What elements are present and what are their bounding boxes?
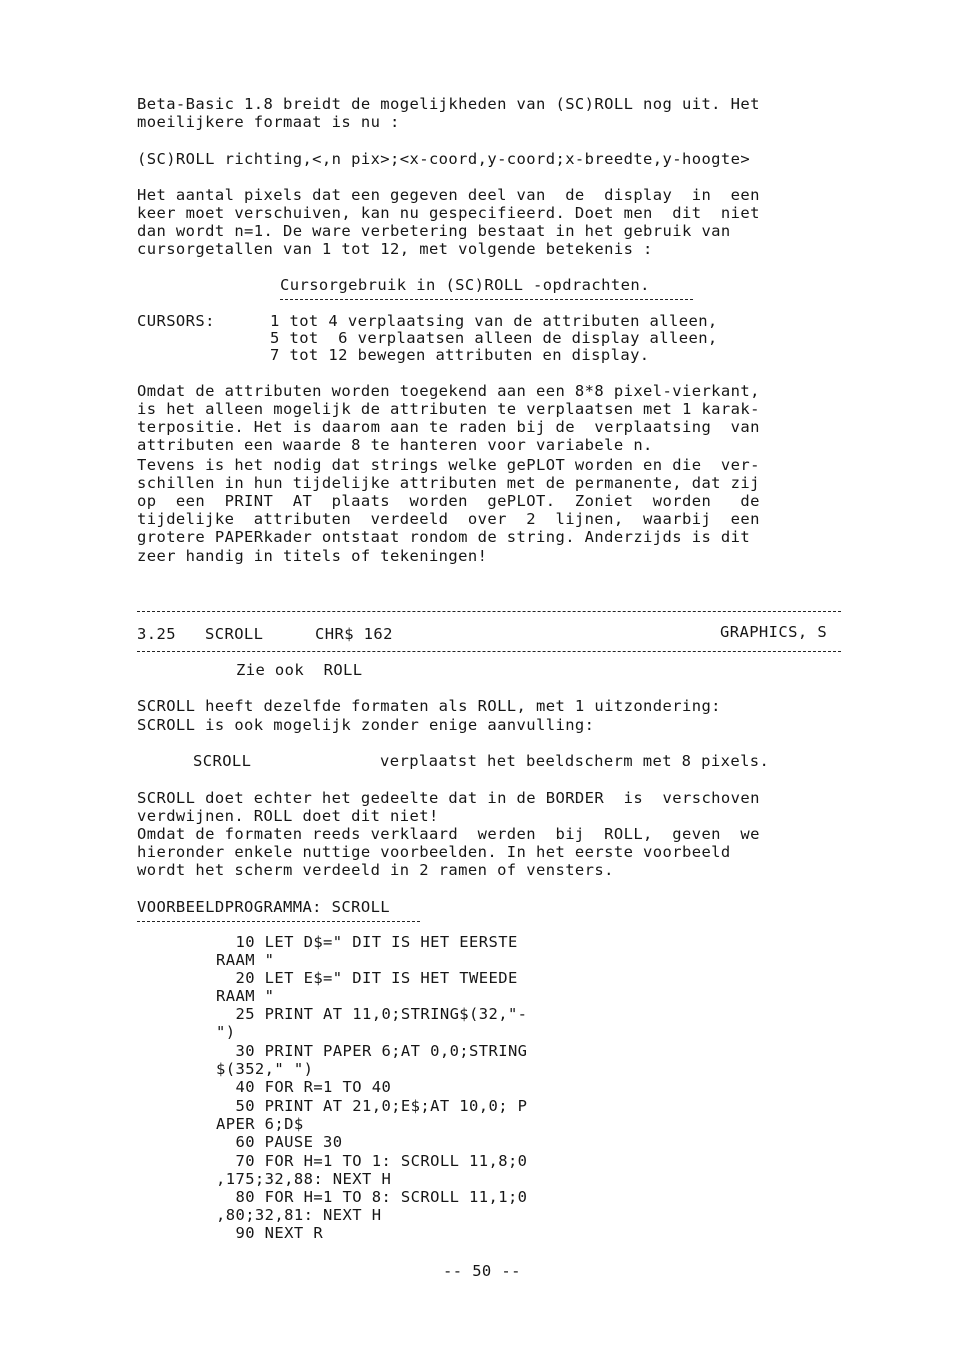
cursor-table-title: Cursorgebruik in (SC)ROLL -opdrachten. (280, 276, 650, 294)
program-line: 20 LET E$=" DIT IS HET TWEEDE (216, 969, 518, 987)
syntax-line: (SC)ROLL richting,<,n pix>;<x-coord,y-coord;x-breedte,y-hoogte> (137, 150, 751, 168)
see-also: Zie ook ROLL (236, 661, 363, 679)
program-title-rule (137, 921, 420, 922)
program-line: 40 FOR R=1 TO 40 (216, 1078, 392, 1096)
section-rule-bottom (137, 651, 841, 652)
paragraph-line: attributen een waarde 8 te hanteren voor variabele n. (137, 436, 653, 454)
program-line: 60 PAUSE 30 (216, 1133, 343, 1151)
paragraph-line: zeer handig in titels of tekeningen! (137, 547, 488, 565)
program-line: APER 6;D$ (216, 1115, 304, 1133)
paragraph-line: Tevens is het nodig dat strings welke gePLOT worden en die ver- (137, 456, 760, 474)
program-line: 50 PRINT AT 21,0;E$;AT 10,0; P (216, 1097, 528, 1115)
section-code: CHR$ 162 (315, 625, 393, 643)
program-line: RAAM " (216, 951, 275, 969)
paragraph-line: dan wordt n=1. De ware verbetering bestaat in het gebruik van (137, 222, 731, 240)
paragraph-line: keer moet verschuiven, kan nu gespecifieerd. Doet men dit niet (137, 204, 760, 222)
section-keyword: SCROLL (205, 625, 264, 643)
page-number: -- 50 -- (443, 1262, 521, 1280)
paragraph-line: hieronder enkele nuttige voorbeelden. In het eerste voorbeeld (137, 843, 731, 861)
program-line: RAAM " (216, 987, 275, 1005)
paragraph-line: Omdat de attributen worden toegekend aan een 8*8 pixel-vierkant, (137, 382, 760, 400)
paragraph-line: SCROLL heeft dezelfde formaten als ROLL, met 1 uitzondering: (137, 697, 721, 715)
cursor-table-row: 7 tot 12 bewegen attributen en display. (270, 346, 650, 364)
cursor-table-rule (280, 299, 693, 300)
program-line: 80 FOR H=1 TO 8: SCROLL 11,1;0 (216, 1188, 528, 1206)
program-line: ") (216, 1023, 236, 1041)
intro-line: moeilijkere formaat is nu : (137, 113, 400, 131)
section-rule-top (137, 611, 841, 612)
paragraph-line: op een PRINT AT plaats worden gePLOT. Zoniet worden de (137, 492, 760, 510)
paragraph-line: SCROLL is ook mogelijk zonder enige aanvulling: (137, 716, 595, 734)
paragraph-line: cursorgetallen van 1 tot 12, met volgende betekenis : (137, 240, 653, 258)
program-line: 70 FOR H=1 TO 1: SCROLL 11,8;0 (216, 1152, 528, 1170)
program-title: VOORBEELDPROGRAMMA: SCROLL (137, 898, 391, 916)
paragraph-line: Het aantal pixels dat een gegeven deel van de display in een (137, 186, 760, 204)
paragraph-line: wordt het scherm verdeeld in 2 ramen of vensters. (137, 861, 614, 879)
paragraph-line: Omdat de formaten reeds verklaard werden bij ROLL, geven we (137, 825, 760, 843)
program-line: ,80;32,81: NEXT H (216, 1206, 382, 1224)
cursor-table-row: 5 tot 6 verplaatsen alleen de display alleen, (270, 329, 718, 347)
paragraph-line: grotere PAPERkader ontstaat rondom de string. Anderzijds is dit (137, 528, 751, 546)
cursor-table-row: 1 tot 4 verplaatsing van de attributen alleen, (270, 312, 718, 330)
program-line: 90 NEXT R (216, 1224, 324, 1242)
cursor-table-label: CURSORS: (137, 312, 215, 330)
intro-line: Beta-Basic 1.8 breidt de mogelijkheden van (SC)ROLL nog uit. Het (137, 95, 760, 113)
program-line: 25 PRINT AT 11,0;STRING$(32,"- (216, 1005, 528, 1023)
program-line: ,175;32,88: NEXT H (216, 1170, 392, 1188)
paragraph-line: verdwijnen. ROLL doet dit niet! (137, 807, 439, 825)
program-line: $(352," ") (216, 1060, 314, 1078)
example-description: verplaatst het beeldscherm met 8 pixels. (380, 752, 770, 770)
paragraph-line: schillen in hun tijdelijke attributen met de permanente, dat zij (137, 474, 760, 492)
section-number: 3.25 (137, 625, 176, 643)
program-line: 10 LET D$=" DIT IS HET EERSTE (216, 933, 518, 951)
example-command: SCROLL (193, 752, 252, 770)
paragraph-line: tijdelijke attributen verdeeld over 2 lijnen, waarbij een (137, 510, 760, 528)
section-category: GRAPHICS, S (720, 623, 828, 641)
program-line: 30 PRINT PAPER 6;AT 0,0;STRING (216, 1042, 528, 1060)
paragraph-line: is het alleen mogelijk de attributen te verplaatsen met 1 karak- (137, 400, 760, 418)
paragraph-line: SCROLL doet echter het gedeelte dat in de BORDER is verschoven (137, 789, 760, 807)
paragraph-line: terpositie. Het is daarom aan te raden bij de verplaatsing van (137, 418, 760, 436)
